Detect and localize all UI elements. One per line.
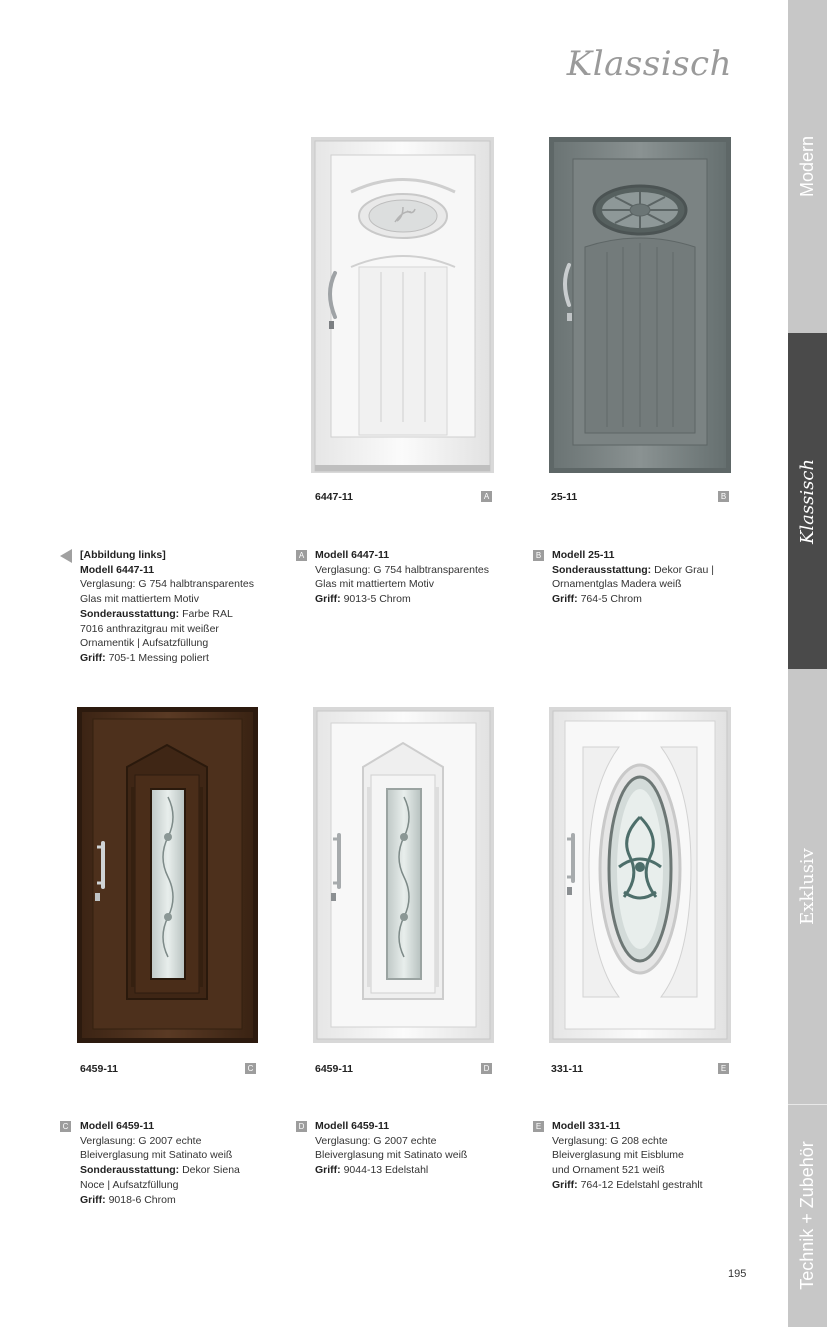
handle-text: 9013-5 Chrom [340, 593, 411, 606]
description-left [80, 548, 270, 666]
page-title: Klassisch [566, 44, 732, 84]
description-a-line1: Verglasung: G 754 halbtransparentes [315, 563, 489, 576]
handle-label: Griff: [80, 1193, 106, 1206]
door-letter-c: C [245, 1063, 256, 1074]
door-code-c: 6459-11 [80, 1063, 118, 1075]
door-code-e: 331-11 [551, 1063, 584, 1075]
description-left-line2: Glas mit mattiertem Motiv [80, 593, 200, 606]
description-e-line2: Bleiverglasung mit Eisblume [552, 1149, 684, 1162]
description-left-extra [80, 607, 270, 622]
description-left-line1: Verglasung: G 754 halbtransparentes [80, 578, 254, 591]
handle-label: Griff: [552, 1178, 578, 1191]
description-c-line1: Verglasung: G 2007 echte [80, 1134, 202, 1147]
description-b-model: Modell 25-11 [552, 549, 615, 561]
description-left-extra3: Ornamentik | Aufsatzfüllung [80, 637, 209, 650]
description-a-line2: Glas mit mattiertem Motiv [315, 578, 435, 591]
tab-technik-label: Technik + Zubehör [797, 1141, 817, 1290]
description-left-ref: [Abbildung links] [80, 549, 166, 561]
description-c-letter: C [60, 1121, 71, 1132]
handle-text: 764-5 Chrom [577, 593, 642, 606]
description-left-extra2: 7016 anthrazitgrau mit weißer [80, 622, 219, 635]
description-d-model: Modell 6459-11 [315, 1120, 390, 1132]
description-b-extra [552, 563, 742, 578]
tab-klassisch[interactable] [788, 333, 827, 669]
description-a-model: Modell 6447-11 [315, 549, 390, 561]
extra-text: Dekor Grau | [651, 563, 715, 576]
door-letter-a: A [481, 491, 492, 502]
description-a-handle [315, 592, 505, 607]
extra-label: Sonderausstattung: [552, 563, 652, 576]
description-a [315, 548, 505, 607]
handle-label: Griff: [80, 651, 106, 664]
extra-text: Dekor Siena [179, 1164, 240, 1177]
description-c-handle [80, 1193, 270, 1208]
description-c-extra [80, 1163, 270, 1178]
description-e [552, 1119, 742, 1193]
description-e-line3: und Ornament 521 weiß [552, 1164, 665, 1177]
description-d [315, 1119, 505, 1178]
tab-modern-label: Modern [797, 135, 817, 198]
description-d-line1: Verglasung: G 2007 echte [315, 1134, 437, 1147]
door-letter-d: D [481, 1063, 492, 1074]
description-e-letter: E [533, 1121, 544, 1132]
door-code-a: 6447-11 [315, 491, 353, 503]
extra-label: Sonderausstattung: [80, 1164, 180, 1177]
door-image-6459-11-c [77, 707, 258, 1043]
door-code-b: 25-11 [551, 491, 578, 503]
handle-text: 9018-6 Chrom [105, 1193, 176, 1206]
handle-label: Griff: [552, 593, 578, 606]
handle-text: 9044-13 Edelstahl [340, 1164, 429, 1177]
tab-exklusiv[interactable] [788, 669, 827, 1104]
extra-text: Farbe RAL [179, 607, 233, 620]
section-tab-bar [788, 0, 827, 1327]
handle-label: Griff: [315, 593, 341, 606]
tab-exklusiv-label: Exklusiv [797, 848, 818, 925]
description-e-handle [552, 1178, 742, 1193]
tab-divider [788, 1104, 827, 1105]
description-left-model: Modell 6447-11 [80, 563, 155, 576]
door-letter-b: B [718, 491, 729, 502]
description-d-line2: Bleiverglasung mit Satinato weiß [315, 1149, 468, 1162]
description-c-line2: Bleiverglasung mit Satinato weiß [80, 1149, 233, 1162]
description-c-extra2: Noce | Aufsatzfüllung [80, 1178, 179, 1191]
description-left-handle [80, 651, 270, 666]
description-a-letter: A [296, 550, 307, 561]
door-image-331-11-e [549, 707, 731, 1043]
description-e-line1: Verglasung: G 208 echte [552, 1134, 668, 1147]
door-image-6447-11-a [311, 137, 494, 473]
tab-technik-zubehoer[interactable] [788, 1104, 827, 1327]
description-d-handle [315, 1163, 505, 1178]
arrow-left-icon [60, 549, 72, 563]
door-code-d: 6459-11 [315, 1063, 353, 1075]
tab-modern[interactable] [788, 0, 827, 333]
description-b-letter: B [533, 550, 544, 561]
handle-text: 764-12 Edelstahl gestrahlt [577, 1178, 703, 1191]
description-b-line2: Ornamentglas Madera weiß [552, 578, 682, 591]
door-letter-e: E [718, 1063, 729, 1074]
handle-label: Griff: [315, 1164, 341, 1177]
page-number: 195 [728, 1268, 747, 1280]
door-image-25-11-b [549, 137, 731, 473]
extra-label: Sonderausstattung: [80, 607, 180, 620]
description-c-model: Modell 6459-11 [80, 1120, 155, 1132]
tab-klassisch-label: Klassisch [797, 458, 819, 544]
handle-text: 705-1 Messing poliert [105, 651, 209, 664]
description-b [552, 548, 742, 607]
description-b-handle [552, 592, 742, 607]
door-image-6459-11-d [313, 707, 494, 1043]
description-c [80, 1119, 270, 1207]
description-e-model: Modell 331-11 [552, 1120, 621, 1132]
description-d-letter: D [296, 1121, 307, 1132]
